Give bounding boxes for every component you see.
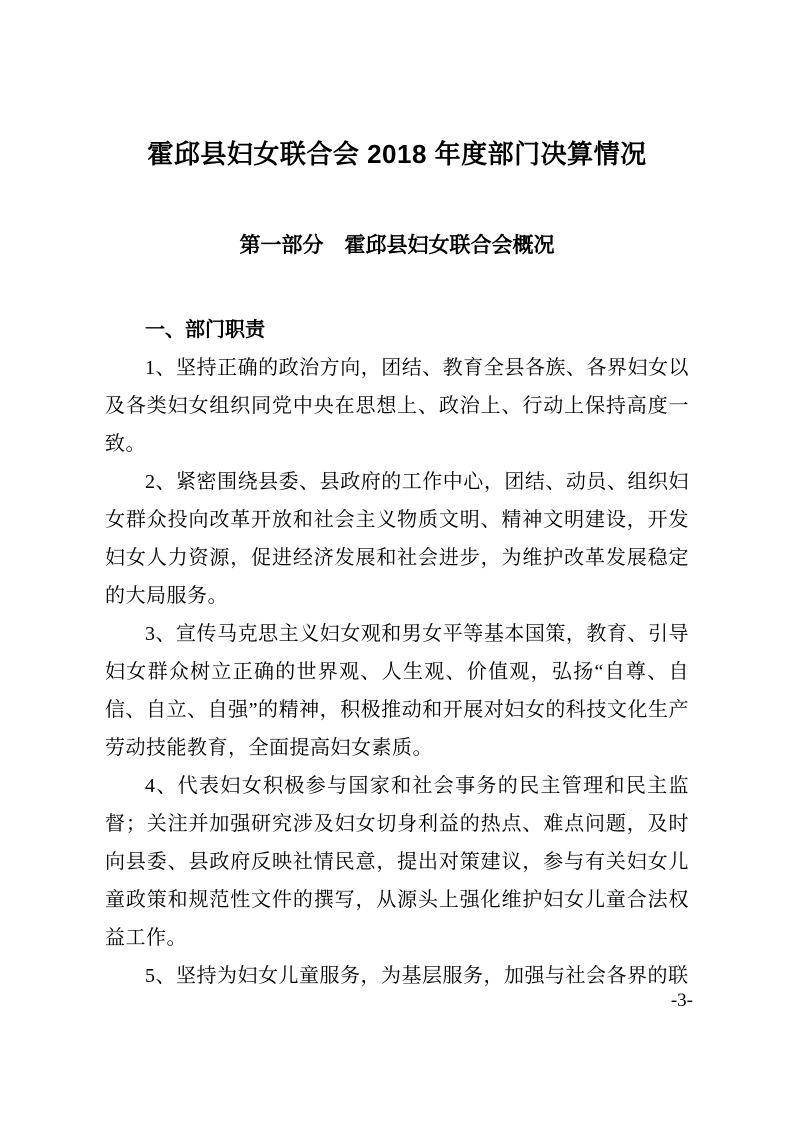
paragraph-duty-2: 2、紧密围绕县委、县政府的工作中心，团结、动员、组织妇女群众投向改革开放和社会主义物质文明、精神文明建设，开发妇女人力资源，促进经济发展和社会进步，为维护改革发展稳定的大局服务。 <box>105 471 689 607</box>
paragraph-duty-3: 3、宣传马克思主义妇女观和男女平等基本国策，教育、引导妇女群众树立正确的世界观、人生观、价值观，弘扬“自尊、自信、自立、自强”的精神，积极推动和开展对妇女的科技文化生产劳动技能教育，全面提高妇女素质。 <box>105 623 689 759</box>
part-one-heading: 第一部分 霍邱县妇女联合会概况 <box>239 234 555 257</box>
document-title: 霍邱县妇女联合会 2018 年度部门决算情况 <box>147 139 647 169</box>
paragraph-duty-1: 1、坚持正确的政治方向，团结、教育全县各族、各界妇女以及各类妇女组织同党中央在思想上、政治上、行动上保持高度一致。 <box>105 357 689 455</box>
paragraph-duty-5: 5、坚持为妇女儿童服务，为基层服务，加强与社会各界的联 <box>145 965 689 987</box>
page-number: -3- <box>670 990 693 1011</box>
section-heading-duties: 一、部门职责 <box>145 319 265 341</box>
paragraph-duty-4: 4、代表妇女积极参与国家和社会事务的民主管理和民主监督；关注并加强研究涉及妇女切身利益的热点、难点问题，及时向县委、县政府反映社情民意，提出对策建议，参与有关妇女儿童政策和规范性文件的撰写，从源头上强化维护妇女儿童合法权益工作。 <box>105 775 689 949</box>
